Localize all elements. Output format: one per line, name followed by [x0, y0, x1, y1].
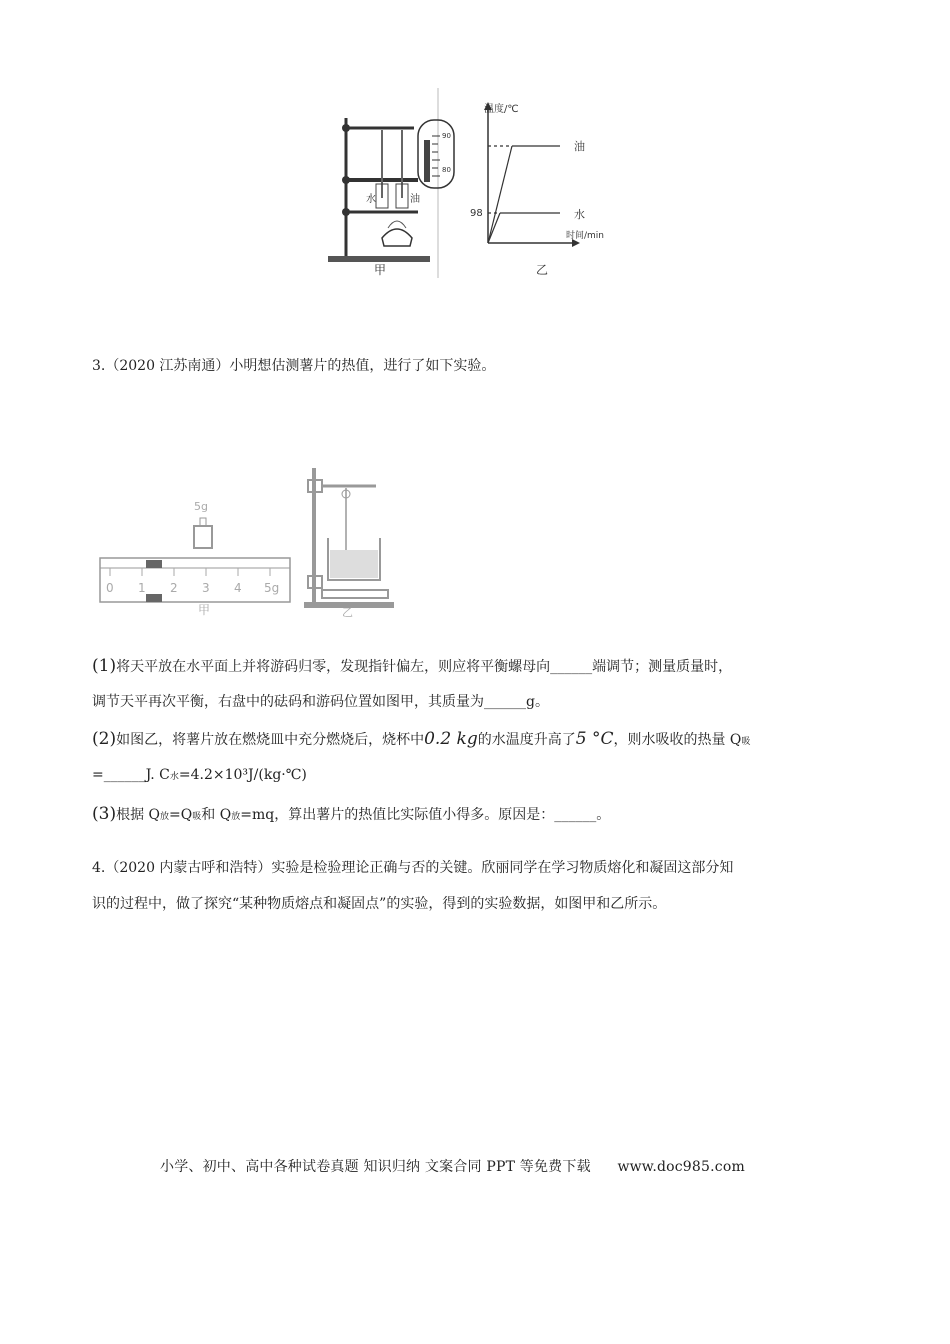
- q3-part1-text-1: 将天平放在水平面上并将游码归零，发现指针偏左，则应将平衡螺母向______端调节；测量质量时，: [116, 659, 733, 675]
- q3-part2-line2: [92, 765, 307, 787]
- scale-tick-0: 0: [106, 581, 114, 595]
- footer-text: 小学、初中、高中各种试卷真题 知识归纳 文案合同 PPT 等免费下载: [160, 1159, 591, 1175]
- apparatus-label-water: 水: [366, 194, 376, 205]
- graph-tick-98: 98: [470, 208, 483, 219]
- graph-xlabel: 时间/min: [566, 231, 605, 241]
- q3-part3-number: (3): [92, 804, 117, 824]
- graph-label-oil: 油: [574, 140, 585, 153]
- scale-tick-4: 4: [234, 581, 242, 595]
- thermo-label-90: 90: [442, 132, 451, 140]
- q3-part2-heat-capacity: =4.2×10³J/(kg·℃): [178, 767, 307, 783]
- scale-tick-1: 1: [138, 581, 146, 595]
- figure-heating-apparatus: [322, 88, 640, 278]
- q4-line2: 识的过程中，做了探究“某种物质熔点和凝固点”的实验，得到的实验数据，如图甲和乙所示。: [92, 896, 667, 912]
- footer-link[interactable]: www.doc985.com: [617, 1159, 745, 1175]
- q3-part2-sub-water: 水: [169, 772, 179, 782]
- q3-part3-b: =Q: [169, 807, 193, 823]
- q4-line1: 4.（2020 内蒙古呼和浩特）实验是检验理论正确与否的关键。欣丽同学在学习物质熔化和凝固这部分知: [92, 860, 734, 876]
- q3-intro: 3.（2020 江苏南通）小明想估测薯片的热值，进行了如下实验。: [92, 358, 496, 374]
- q3-part3-sub1: 放: [160, 812, 170, 822]
- q3-part3-a: 根据 Q: [116, 807, 161, 823]
- q3-part1-line2: 调节天平再次平衡，右盘中的砝码和游码位置如图甲，其质量为______g。: [92, 694, 549, 710]
- apparatus-label-oil: 油: [410, 194, 420, 205]
- graph-label-water: 水: [574, 208, 585, 221]
- apparatus-graph-svg: [322, 88, 640, 278]
- q3-part2-line1: [92, 729, 750, 752]
- q3-part2-text-e: ，则水吸收的热量 Q: [613, 732, 742, 748]
- scale-tick-5: 5g: [264, 581, 280, 595]
- weight-label: 5g: [194, 500, 208, 513]
- q3-part3-sub3: 放: [231, 812, 241, 822]
- q3-part2-answer: =______J. C: [92, 767, 170, 783]
- beaker-caption: 乙: [342, 606, 353, 618]
- scale-tick-2: 2: [170, 581, 178, 595]
- graph-ylabel: 温度/℃: [484, 104, 519, 115]
- balance-beaker-svg: [96, 468, 396, 618]
- q3-part2-text-c: 的水温度升高了: [477, 732, 576, 748]
- balance-caption: 甲: [198, 603, 211, 617]
- q3-part2-mass: 0.2 kg: [424, 729, 478, 749]
- q3-part2-temp: 5 °C: [575, 729, 614, 749]
- page-footer: [160, 1156, 745, 1176]
- scale-tick-3: 3: [202, 581, 210, 595]
- q3-part3: [92, 804, 610, 827]
- q3-part2-number: (2): [92, 729, 117, 749]
- q3-part3-sub2: 吸: [192, 812, 202, 822]
- q3-part2-text-a: 如图乙，将薯片放在燃烧皿中充分燃烧后，烧杯中: [116, 732, 425, 748]
- q3-part2-sub-absorb: 吸: [741, 737, 751, 747]
- graph-caption: 乙: [536, 263, 549, 277]
- q3-part1-number: (1): [92, 656, 117, 676]
- apparatus-caption: 甲: [374, 263, 387, 277]
- figure-balance-and-beaker: [96, 468, 396, 618]
- q3-part1-line1: [92, 656, 732, 677]
- q3-part3-d: =mq，算出薯片的热值比实际值小得多。原因是：______。: [240, 807, 611, 823]
- q3-part3-c: 和 Q: [201, 807, 232, 823]
- thermo-label-80: 80: [442, 166, 451, 174]
